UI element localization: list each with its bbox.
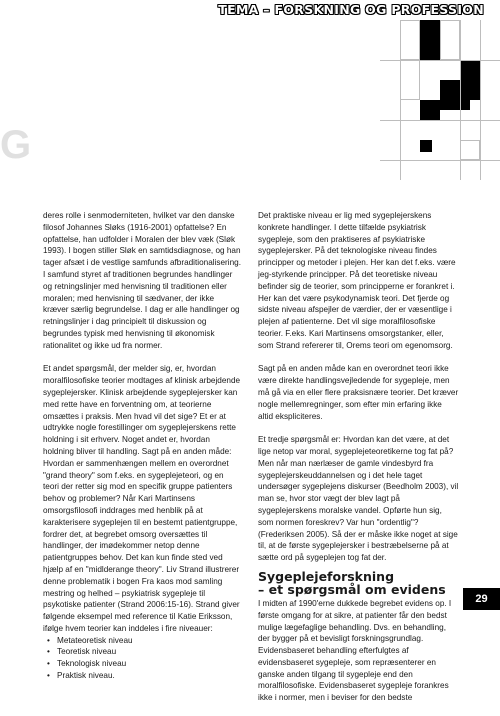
subheading-line: – et spørgsmål om evidens <box>258 581 446 597</box>
grid-line <box>460 20 461 180</box>
grid-block <box>440 80 470 110</box>
right-column <box>258 210 459 716</box>
grid-block <box>440 20 460 60</box>
grid-block <box>420 140 432 152</box>
decorative-letter: G <box>0 123 32 167</box>
grid-line <box>380 160 500 161</box>
section-subheading <box>258 570 459 596</box>
section-title: TEMA – FORSKNING OG PROFESSION <box>218 2 484 17</box>
list-item: • Teoretisk niveau <box>43 646 241 658</box>
grid-line <box>400 20 401 180</box>
list-item: • Praktisk niveau. <box>43 670 241 682</box>
grid-line <box>380 120 500 121</box>
left-column <box>43 210 241 682</box>
body-paragraph: Et andet spørgsmål, der melder sig, er, hvordan moralfilosofiske teorier modtages af klinisk arbejdende sygeplejersker. Klinisk arbejdende sygeplejersker kan med rette have en forventning om, at teorierne omsættes i praksis. Men hvad vil det sige? Et er at udtrykke nogle forestillinger om sygeplejerskens rette holdning i sit erhverv. Noget andet er, hvordan holdning bliver til handling. Sagt på en anden måde: Hvordan er sammenhængen mellem en overordnet "grand theory" som f.eks. en sygeplejeteori, og en teori der retter sig mod en specifik gruppe patienters behov og problemer? Når Kari Martinsens omsorgsfilosofi inddrages med henblik på at karakterisere sygeplejen til en bestemt patientgruppe, fordrer det, at begrebet omsorg oversættes til handlinger, der imødekommer netop denne patientgruppes behov. Det kan kun finde sted ved hjælp af en "midlderange theory". Liv Strand illustrerer denne problematik i bogen Fra kaos mod samling mestring og helhed – psykiatrisk sygepleje til psykotiske patienter (Strand 2006:15-16). Strand giver følgende eksempel med reference til Katie Eriksson, ifølge hvem teorier kan inddeles i fire niveauer: <box>43 364 241 633</box>
grid-block <box>420 20 440 60</box>
grid-block <box>420 100 440 120</box>
subheading-line: Sygeplejeforskning <box>258 568 395 584</box>
grid-block <box>400 60 420 100</box>
body-paragraph: deres rolle i senmoderniteten, hvilket var den danske filosof Johannes Sløks (1916-2001) opfattelse? En opfattelse, han udfolder i Moralen der blev væk (Sløk 1993). I bogen stiller Sløk en samtidsdiagnose, og han tager afsæt i de vestlige samfunds afbraditionalisering. I samfund styret af traditionen begrundes handlinger og retningslinjer med henvisning til traditionen eller moralen; med henvisning til sædvaner, der ikke kræver særlig begrundelse. I dag er alle handlinger og retningslinjer i dag principielt til diskussion og begrundes typisk med henvisning til økonomisk rationalitet og ikke ud fra normer. <box>43 211 241 350</box>
grid-line <box>380 60 500 61</box>
body-paragraph: Sagt på en anden måde kan en overordnet teori ikke være direkte handlingsvejledende for sygepleje, men må gå via en eller flere praksisnære teorier. Det kræver nogle mellemregninger, som efter min erfaring ikke altid ekspliciteres. <box>258 364 459 421</box>
list-item: • Metateoretisk niveau <box>43 635 241 647</box>
theory-levels-list <box>43 635 241 682</box>
header-bar <box>0 0 500 20</box>
grid-block <box>460 140 480 160</box>
body-paragraph: Det praktiske niveau er lig med sygeplejerskens konkrete handlinger. I dette tilfælde psykiatrisk sygepleje, som den praktiseres af psykiatriske sygeplejersker. På det teknologiske niveau findes principper og metoder i plejen. Her kan det f.eks. være jeg-styrkende principper. På det teoretiske niveau befinder sig de teorier, som principperne er forankret i. Her kan det være psykodynamisk teori. Det fjerde og sidste niveau afspejler de værdier, der er væsentlige i plejen af patienterne. Det vil sige moralfilosofiske teorier. F.eks. Kari Martinsens omsorgstanker, eller, som Strand refererer til, Orems teori om egenomsorg. <box>258 211 456 350</box>
grid-line <box>480 20 481 180</box>
page-number: 29 <box>463 588 500 610</box>
body-paragraph: Et tredje spørgsmål er: Hvordan kan det være, at det lige netop var moral, sygeplejeteoretikerne tog fat på? Men når man nærlæser de gamle vindesbyrd fra sygeplejerskeuddannelsen og i det hele taget undersøger sygeplejens diskurser (Beedholm 2003), vil man se, hvor stor vægt der blev lagt på sygeplejerskens moralske vandel. Opførte hun sig, som normen foreskrev? Var hun "ordentlig"? (Frederiksen 2005). Så der er måske ikke noget at sige til, at de første sygeplejersker i bestræbelserne på at sætte ord på sygeplejen tog fat der. <box>258 435 459 563</box>
list-item: • Teknologisk niveau <box>43 658 241 670</box>
body-paragraph: I midten af 1990'erne dukkede begrebet evidens op. I første omgang for at sikre, at patienter får den bedst mulige lægefaglige behandling. Dvs. en behandling, der bygger på et bevisligt forskningsgrundlag. Evidensbaseret behandling efterfulgtes af evidensbaseret sygepleje, som repræsenterer en ganske anden tilgang til sygepleje end den moralfilosofiske. Evidensbaseret sygepleje forankres ikke i normer, men i beviser for den bedste <box>258 598 452 703</box>
grid-block <box>400 20 420 60</box>
